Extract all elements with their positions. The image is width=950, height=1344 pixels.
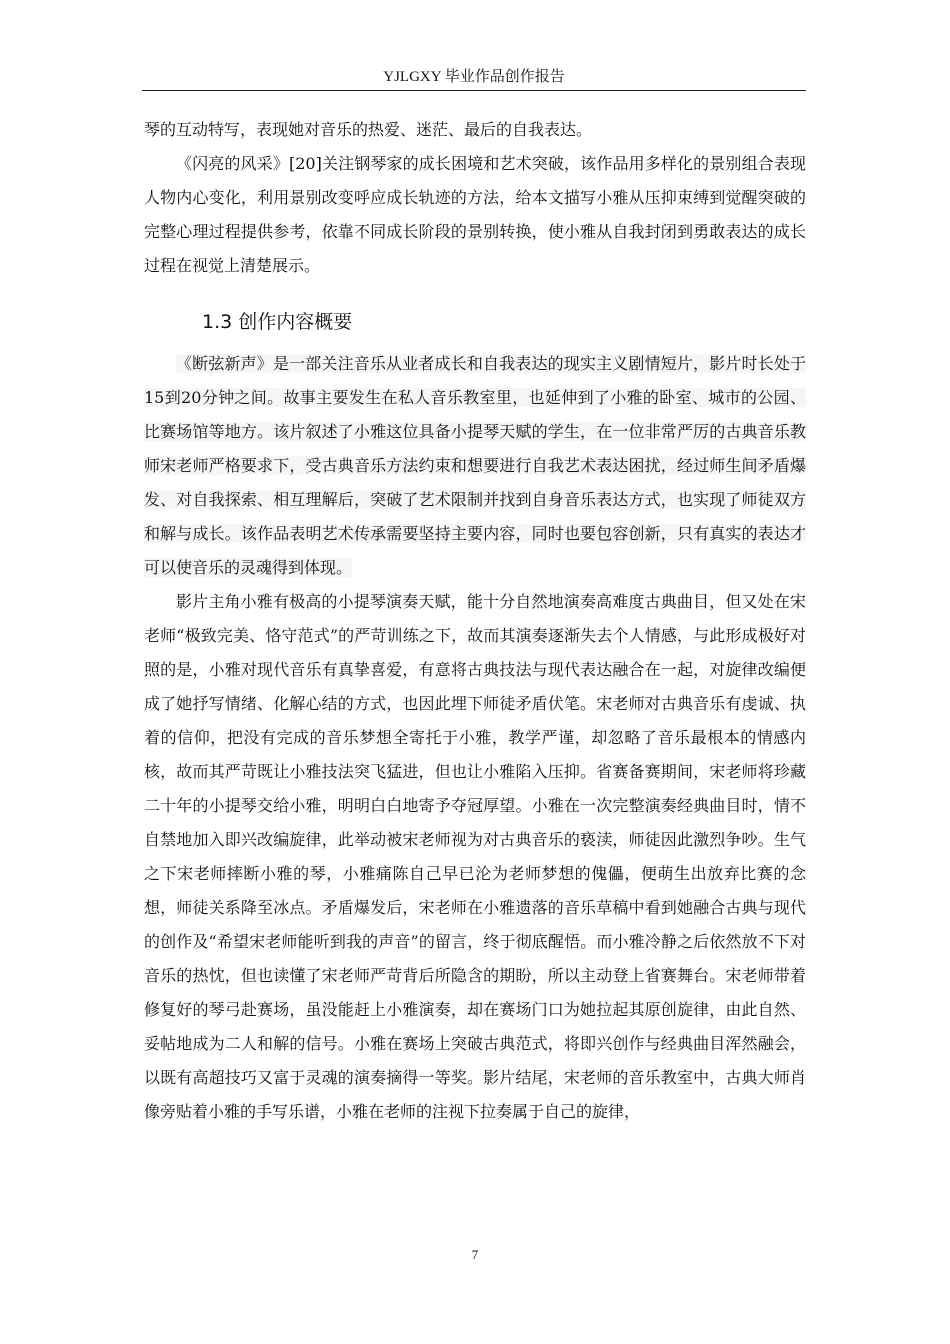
paragraph-reference-film: 《闪亮的风采》[20]关注钢琴家的成长困境和艺术突破，该作品用多样化的景别组合表现人物内心变化，利用景别改变呼应成长轨迹的方法，给本文描写小雅从压抑束缚到觉醒突破的完整心理过程提供参考，依靠不同成长阶段的景别转换，使小雅从自我封闭到勇敢表达的成长过程在视觉上清楚展示。: [144, 154, 806, 275]
page-header: YJLGXY 毕业作品创作报告: [142, 64, 806, 91]
paragraph-summary: [144, 347, 806, 585]
section-heading: 1.3 创作内容概要: [202, 311, 353, 333]
paragraph-plot: 影片主角小雅有极高的小提琴演奏天赋，能十分自然地演奏高难度古典曲目，但又处在宋老师“极致完美、恪守范式”的严苛训练之下，故而其演奏逐渐失去个人情感，与此形成极好对照的是，小雅对现代音乐有真挚喜爱，有意将古典技法与现代表达融合在一起，对旋律改编便成了她抒写情绪、化解心结的方式，也因此埋下师徒矛盾伏笔。宋老师对古典音乐有虔诚、执着的信仰，把没有完成的音乐梦想全寄托于小雅，教学严谨，却忽略了音乐最根本的情感内核，故而其严苛既让小雅技法突飞猛进，但也让小雅陷入压抑。省赛备赛期间，宋老师将珍藏二十年的小提琴交给小雅，明明白白地寄予夺冠厚望。小雅在一次完整演奏经典曲目时，情不自禁地加入即兴改编旋律，此举动被宋老师视为对古典音乐的亵渎，师徒因此激烈争吵。生气之下宋老师摔断小雅的琴，小雅痛陈自己早已沦为老师梦想的傀儡，便萌生出放弃比赛的念想，师徒关系降至冰点。矛盾爆发后，宋老师在小雅遗落的音乐草稿中看到她融合古典与现代的创作及“希望宋老师能听到我的声音”的留言，终于彻底醒悟。而小雅冷静之后依然放不下对音乐的热忱，但也读懂了宋老师严苛背后所隐含的期盼，所以主动登上省赛舞台。宋老师带着修复好的琴弓赴赛场，虽没能赶上小雅演奏，却在赛场门口为她拉起其原创旋律，由此自然、妥帖地成为二人和解的信号。小雅在赛场上突破古典范式，将即兴创作与经典曲目浑然融会，以既有高超技巧又富于灵魂的演奏摘得一等奖。影片结尾，宋老师的音乐教室中，古典大师肖像旁贴着小雅的手写乐谱，小雅在老师的注视下拉奏属于自己的旋律，: [144, 592, 806, 1121]
paragraph-continued: 琴的互动特写，表现她对音乐的热爱、迷茫、最后的自我表达。: [144, 120, 593, 139]
document-body: [144, 113, 806, 1129]
page-number: 7: [471, 1247, 479, 1262]
paragraph-summary-text: 《断弦新声》是一部关注音乐从业者成长和自我表达的现实主义剧情短片，影片时长处于15到20分钟之间。故事主要发生在私人音乐教室里，也延伸到了小雅的卧室、城市的公园、比赛场馆等地方。该片叙述了小雅这位具备小提琴天赋的学生，在一位非常严厉的古典音乐教师宋老师严格要求下，受古典音乐方法约束和想要进行自我艺术表达困扰，经过师生间矛盾爆发、对自我探索、相互理解后，突破了艺术限制并找到自身音乐表达方式，也实现了师徒双方和解与成长。该作品表明艺术传承需要坚持主要内容，同时也要包容创新，只有真实的表达才可以使音乐的灵魂得到体现。: [144, 354, 806, 577]
